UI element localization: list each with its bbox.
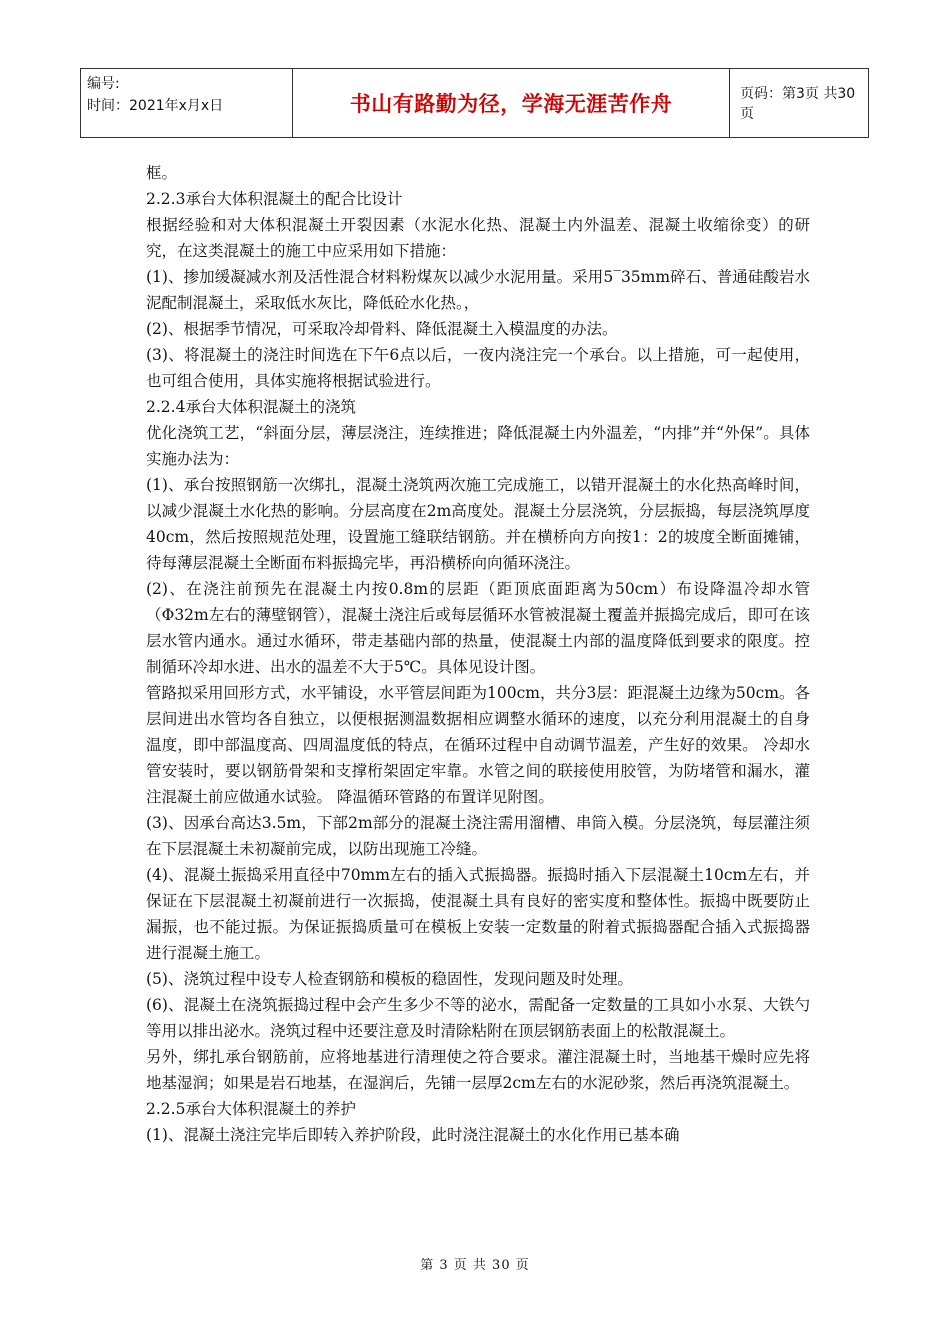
paragraph: 优化浇筑工艺，“斜面分层，薄层浇注，连续推进；降低混凝土内外温差，“内排”并“外保”。具体实施办法为：: [146, 424, 810, 468]
page-header: [80, 68, 869, 138]
paragraph: (3)、因承台高达3.5m，下部2m部分的混凝土浇注需用溜槽、串筒入模。分层浇筑，每层灌注须在下层混凝土未初凝前完成，以防出现施工冷缝。: [146, 814, 810, 858]
paragraph: (3)、将混凝土的浇注时间选在下午6点以后，一夜内浇注完一个承台。以上措施，可一起使用，也可组合使用，具体实施将根据试验进行。: [146, 346, 810, 390]
header-motto: 书山有路勤为径，学海无涯苦作舟: [349, 92, 673, 116]
paragraph: 框。: [146, 164, 178, 182]
footer-page-number: 第 3 页 共 30 页: [420, 1258, 530, 1273]
paragraph: 管路拟采用回形方式，水平铺设，水平管层间距为100cm，共分3层：距混凝土边缘为50cm。各层间进出水管均各自独立，以便根据测温数据相应调整水循环的速度，以充分利用混凝土的自身温度，即中部温度高、四周温度低的特点，在循环过程中自动调节温差，产生好的效果。 冷却水管安装时，要以钢筋骨架和支撑桁架固定牢靠。水管之间的联接使用胶管，为防堵管和漏水，灌注混凝土前应做通水试验。 降温循环管路的布置详见附图。: [146, 684, 810, 806]
section-heading: 2.2.4承台大体积混凝土的浇筑: [146, 398, 356, 416]
paragraph: (1)、承台按照钢筋一次绑扎，混凝土浇筑两次施工完成施工，以错开混凝土的水化热高峰时间，以减少混凝土水化热的影响。分层高度在2m高度处。混凝土分层浇筑，分层振捣，每层浇筑厚度40cm，然后按照规范处理，设置施工缝联结钢筋。并在横桥向方向按1：2的坡度全断面摊铺，待每薄层混凝土全断面布料振捣完毕，再沿横桥向向循环浇注。: [146, 476, 810, 572]
document-date: 时间：2021年x月x日: [87, 98, 224, 114]
header-page-info: 页码：第3页 共30页: [740, 86, 856, 122]
paragraph: (2)、根据季节情况，可采取冷却骨料、降低混凝土入模温度的办法。: [146, 320, 618, 338]
header-page-cell: [730, 69, 868, 137]
document-code-label: 编号:: [87, 76, 120, 92]
section-heading: 2.2.5承台大体积混凝土的养护: [146, 1100, 356, 1118]
paragraph: (5)、浇筑过程中设专人检查钢筋和模板的稳固性，发现问题及时处理。: [146, 970, 633, 988]
paragraph: (4)、混凝土振捣采用直径中70mm左右的插入式振捣器。振捣时插入下层混凝土10cm左右，并保证在下层混凝土初凝前进行一次振捣，使混凝土具有良好的密实度和整体性。振捣中既要防止漏振，也不能过振。为保证振捣质量可在模板上安装一定数量的附着式振捣器配合插入式振捣器进行混凝土施工。: [146, 866, 810, 962]
paragraph: 另外，绑扎承台钢筋前，应将地基进行清理使之符合要求。灌注混凝土时，当地基干燥时应先将地基湿润；如果是岩石地基，在湿润后，先铺一层厚2cm左右的水泥砂浆，然后再浇筑混凝土。: [146, 1048, 810, 1092]
document-body: [146, 160, 810, 1148]
paragraph: (1)、混凝土浇注完毕后即转入养护阶段，此时浇注混凝土的水化作用已基本确: [146, 1126, 680, 1144]
paragraph: 根据经验和对大体积混凝土开裂因素（水泥水化热、混凝土内外温差、混凝土收缩徐变）的研究，在这类混凝土的施工中应采用如下措施：: [146, 216, 810, 260]
header-motto-cell: [293, 69, 730, 137]
section-heading: 2.2.3承台大体积混凝土的配合比设计: [146, 190, 403, 208]
page-footer: [0, 1254, 950, 1273]
header-meta: [81, 69, 293, 137]
paragraph: (6)、混凝土在浇筑振捣过程中会产生多少不等的泌水，需配备一定数量的工具如小水泵、大铁勺等用以排出泌水。浇筑过程中还要注意及时清除粘附在顶层钢筋表面上的松散混凝土。: [146, 996, 810, 1040]
paragraph: (2)、在浇注前预先在混凝土内按0.8m的层距（距顶底面距离为50cm）布设降温冷却水管（Φ32m左右的薄壁钢管），混凝土浇注后或每层循环水管被混凝土覆盖并振捣完成后，即可在该层水管内通水。通过水循环，带走基础内部的热量，使混凝土内部的温度降低到要求的限度。控制循环冷却水进、出水的温差不大于5℃。具体见设计图。: [146, 580, 810, 676]
paragraph: (1)、掺加缓凝减水剂及活性混合材料粉煤灰以减少水泥用量。采用5‾35mm碎石、普通硅酸岩水泥配制混凝土，采取低水灰比，降低砼水化热。，: [146, 268, 810, 312]
